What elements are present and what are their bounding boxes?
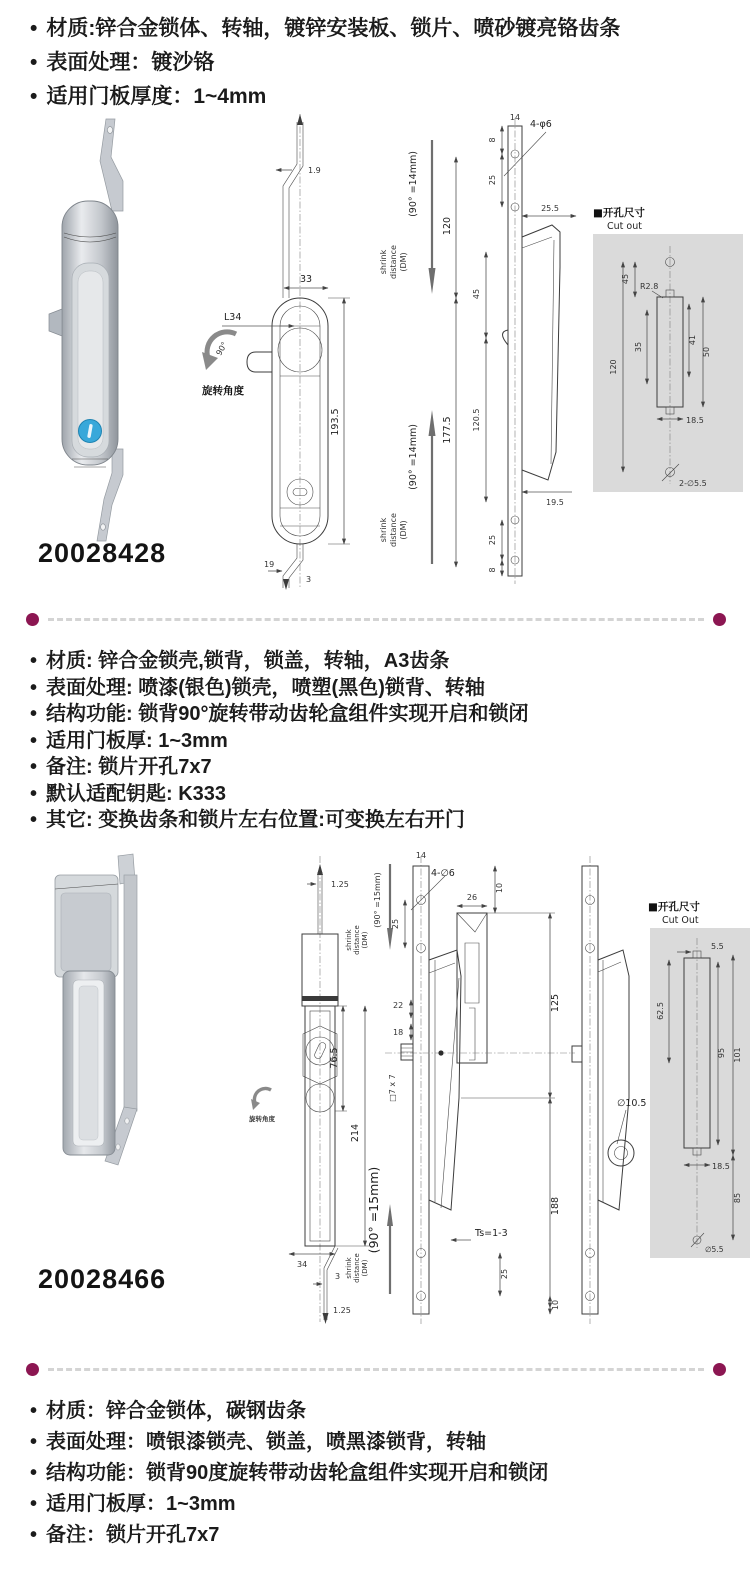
bullet-icon: • [30,17,38,40]
shrink-word: shrink [379,249,388,275]
dim-label: 188 [550,1196,561,1216]
bullet-icon: • [30,85,38,108]
latch-tab [49,309,62,336]
dim-label: 1.9 [308,166,321,175]
spec-item-key [30,781,740,808]
spec-list-3 [30,1396,740,1551]
plate-view [385,851,575,1324]
bullet-icon: • [30,1493,38,1515]
section-divider [26,1363,726,1377]
spec-text: 默认适配钥匙: K333 [46,782,227,805]
rotation-angle-icon [202,332,244,397]
dim-label: 1.25 [331,880,349,889]
spec-text: 适用门板厚度：1~4mm [46,85,267,108]
dim-label: 76.5 [329,1047,340,1069]
dim-label: 2-∅5.5 [679,479,707,488]
dim-label: 125 [550,993,561,1013]
bullet-icon: • [30,51,38,74]
shrink-distance-bottom [379,298,456,567]
cutout-label-cn: ■开孔尺寸 [593,207,645,219]
dim-label: 120 [609,359,618,375]
spec-item-surface [30,1427,740,1458]
spec-text: 备注: 锁片开孔7x7 [46,756,212,778]
dim-label: 4-∅6 [431,868,455,879]
shrink-word: shrink [345,929,353,951]
technical-drawing-2 [245,848,750,1330]
bullet-icon: • [30,1524,38,1546]
spec-item-material [30,12,740,46]
dim-label: 14 [415,851,427,860]
part-number-1: 20028428 [38,538,167,568]
dim-label: ∅5.5 [705,1245,724,1254]
dim-label: 35 [634,341,643,353]
shrink-word: distance [353,925,361,955]
spec-item-material [30,648,740,675]
cutout-label-cn: ■开孔尺寸 [648,901,700,913]
dim-label: 25 [391,918,400,930]
dim-label: R2.8 [640,282,659,291]
dim-label: 120.5 [472,408,481,432]
shrink-word: (DM) [361,931,369,949]
spec-item-function [30,1458,740,1489]
spec-text: 材质: 锌合金锁壳,锁背，锁盖，转轴，A3齿条 [46,650,450,672]
dim-label: 25.5 [541,204,559,213]
shrink-distance-top [379,140,456,298]
side-view [572,856,646,1324]
dim-label: 26 [466,893,478,902]
dim-label: 62.5 [656,1002,665,1020]
spec-text: 材质:锌合金锁体、转轴，镀锌安装板、锁片、喷砂镀亮铬齿条 [46,17,621,40]
shrink-note: (90° =14mm) [408,151,419,217]
side-view [472,113,576,584]
spec-text: 其它: 变换齿条和锁片左右位置:可变换左右开门 [46,809,465,831]
rotation-angle-icon [249,1088,276,1123]
section-divider [26,613,726,627]
dim-label: 19 [264,560,275,569]
dim-label: 8 [488,567,497,573]
cutout-view [593,206,743,492]
spec-item-thickness [30,728,740,755]
spec-item-thickness [30,80,740,114]
part-number-2: 20028466 [38,1264,167,1294]
lock-profile [598,950,629,1210]
shrink-distance-bottom [345,1167,393,1294]
dim-label: 45 [621,273,630,285]
shrink-word: distance [389,513,398,547]
spec-text: 备注：锁片开孔7x7 [46,1524,220,1546]
bullet-icon: • [30,756,38,778]
bullet-icon: • [30,729,38,752]
divider-dot-right [713,613,726,626]
dim-label: 3 [335,1272,341,1281]
front-view [222,114,350,590]
dim-label: 5.5 [711,942,724,951]
spec-item-material [30,1396,740,1427]
bullet-icon: • [30,1431,38,1453]
bullet-icon: • [30,809,38,831]
bullet-icon: • [30,1462,38,1484]
spec-item-note [30,754,740,781]
dim-label: 1.25 [333,1306,351,1315]
dim-label: 45 [472,288,481,300]
spec-text: 适用门板厚: 1~3mm [46,729,228,752]
product-photo-1 [48,115,148,545]
shrink-word: (DM) [399,252,408,272]
product-photo-2 [46,853,161,1183]
spec-item-thickness [30,1489,740,1520]
cutout-view [648,900,750,1258]
spec-item-surface [30,675,740,702]
dim-label: 25 [488,534,497,546]
spec-list-2 [30,648,740,834]
dim-label: 101 [733,1047,742,1063]
cutout-label-en: Cut Out [662,915,699,926]
dim-label: □7 x 7 [388,1074,397,1102]
spec-text: 表面处理：喷银漆锁壳、锁盖，喷黑漆锁背，转轴 [46,1431,487,1453]
lock-body [55,875,118,1155]
dim-label: 4-φ6 [530,119,552,130]
shrink-word: shrink [379,517,388,543]
dim-label: 41 [688,334,697,346]
spec-item-function [30,701,740,728]
spec-list-1 [30,12,740,114]
dim-label: 10 [495,882,504,894]
divider-dot-left [26,613,39,626]
dim-label: ∅10.5 [617,1098,647,1109]
bullet-icon: • [30,1400,38,1422]
dim-label: 18 [393,1028,404,1037]
dim-label: 8 [488,137,497,143]
dim-label: 33 [299,274,313,285]
latch-profile [247,352,272,372]
handle-body [49,201,118,467]
handle-profile [522,225,560,480]
rotation-label: 旋转角度 [249,1115,275,1123]
bullet-icon: • [30,676,38,699]
technical-drawing-1 [180,112,750,592]
divider-dot-right [713,1363,726,1376]
shrink-note: (90° =15mm) [373,872,382,928]
shrink-word: distance [353,1253,361,1283]
dim-label: 214 [350,1123,361,1143]
shrink-word: distance [389,245,398,279]
spec-item-surface [30,46,740,80]
bullet-icon: • [30,650,38,672]
dim-label: 10 [551,1299,560,1311]
dim-label: 18.5 [712,1162,730,1171]
spec-item-other [30,807,740,834]
dim-label: 177.5 [442,416,453,444]
spec-text: 结构功能：锁背90度旋转带动齿轮盒组件实现开启和锁闭 [46,1462,549,1484]
cutout-label-en: Cut out [607,221,642,232]
bullet-icon: • [30,782,38,805]
rotation-angle-label: 90° [214,340,230,358]
dim-label: 85 [733,1192,742,1204]
shrink-word: shrink [345,1257,353,1279]
dim-label: Ts=1-3 [475,1228,508,1239]
dim-label: 18.5 [686,416,704,425]
dim-label: 25 [500,1268,509,1280]
divider-dashed-line [48,618,704,621]
shrink-word: (DM) [361,1259,369,1277]
dim-label: 19.5 [546,498,564,507]
spec-text: 表面处理：镀沙铬 [46,51,215,74]
dim-label: 25 [488,174,497,186]
dim-label: 34 [297,1260,308,1269]
spec-text: 表面处理: 喷漆(银色)锁壳，喷塑(黑色)锁背、转轴 [46,676,485,699]
shrink-note: (90° =15mm) [366,1166,381,1254]
spec-text: 结构功能: 锁背90°旋转带动齿轮盒组件实现开启和锁闭 [46,703,529,725]
dim-label: 120 [442,216,453,236]
spec-item-note [30,1520,740,1551]
dim-label: 95 [717,1047,726,1059]
shrink-note: (90° =14mm) [408,424,419,490]
rotation-label: 旋转角度 [202,385,244,397]
gearbox-profile [429,950,461,1210]
bullet-icon: • [30,703,38,725]
dim-label: L34 [224,312,242,323]
dim-label: 3 [306,575,312,584]
shrink-distance-top [345,864,393,955]
divider-dashed-line [48,1368,704,1371]
dim-label: 50 [702,346,711,358]
dim-label: 193.5 [330,408,341,436]
front-view [249,856,369,1324]
spec-text: 适用门板厚：1~3mm [46,1493,236,1515]
divider-dot-left [26,1363,39,1376]
dim-label: 14 [509,113,521,122]
spec-text: 材质：锌合金锁体，碳钢齿条 [46,1400,307,1422]
shrink-word: (DM) [399,520,408,540]
dim-label: 22 [393,1001,404,1010]
